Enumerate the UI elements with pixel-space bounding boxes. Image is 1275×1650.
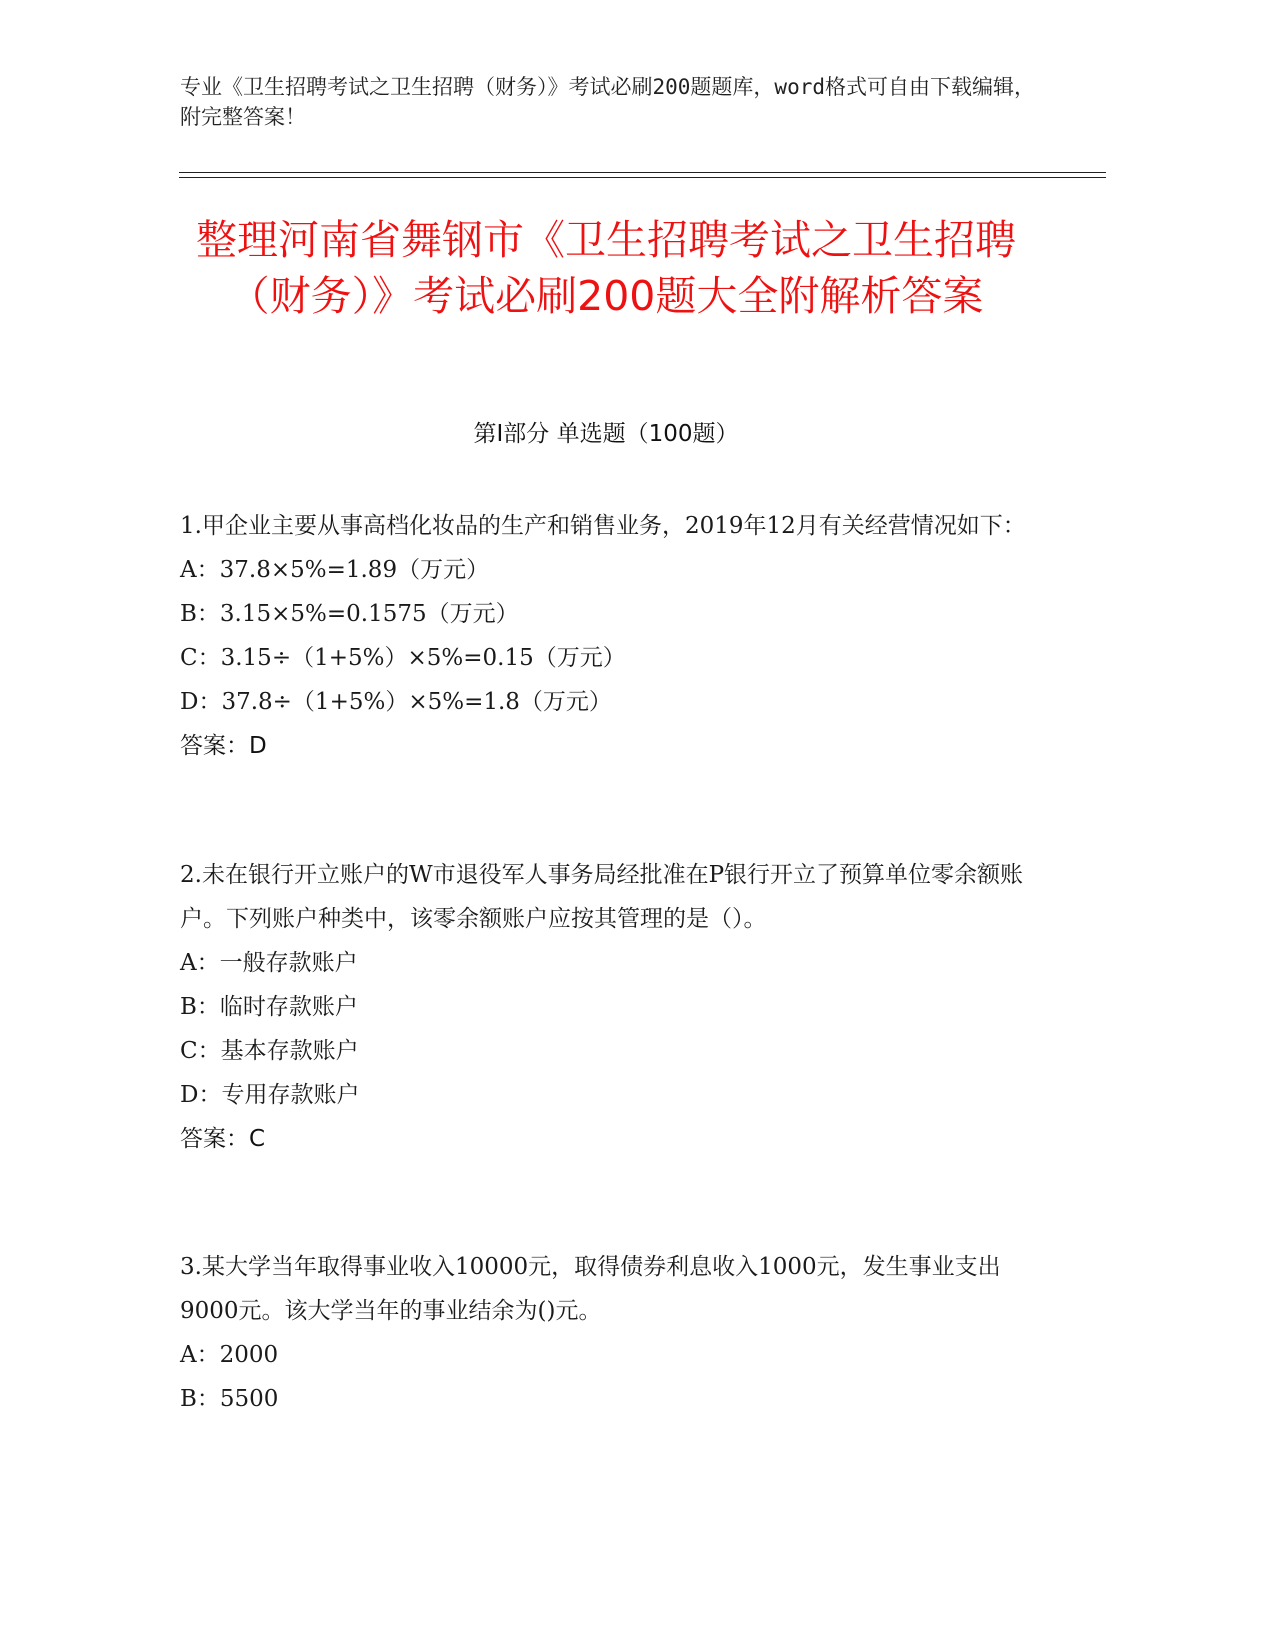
option-letter: D： — [180, 689, 222, 715]
question-2 — [180, 853, 1040, 1161]
question-stem: 1.甲企业主要从事高档化妆品的生产和销售业务，2019年12月有关经营情况如下： — [180, 513, 1026, 539]
option-text: 5500 — [219, 1386, 279, 1412]
option-d — [180, 1073, 1040, 1117]
option-letter: B： — [180, 1386, 220, 1412]
option-text: 3.15÷（1+5%）×5%=0.15（万元） — [220, 645, 626, 671]
option-text: 基本存款账户 — [220, 1038, 359, 1064]
header-divider-top — [179, 172, 1106, 173]
option-a — [180, 941, 1040, 985]
option-text: 专用存款账户 — [221, 1082, 360, 1108]
option-text: 37.8×5%=1.89（万元） — [219, 557, 490, 583]
answer-line — [180, 1117, 1040, 1161]
option-c — [180, 636, 1040, 680]
option-text: 37.8÷（1+5%）×5%=1.8（万元） — [221, 689, 612, 715]
option-letter: D： — [180, 1082, 222, 1108]
option-letter: A： — [180, 557, 220, 583]
header-divider-bottom — [179, 177, 1106, 178]
answer-label: 答案： — [180, 733, 249, 759]
option-text: 临时存款账户 — [219, 994, 358, 1020]
option-letter: C： — [180, 645, 221, 671]
answer-value: D — [249, 733, 267, 759]
option-a — [180, 1333, 1040, 1377]
option-d — [180, 680, 1040, 724]
option-text: 2000 — [219, 1342, 279, 1368]
option-letter: A： — [180, 950, 220, 976]
question-stem: 3.某大学当年取得事业收入10000元，取得债券利息收入1000元，发生事业支出9000元。该大学当年的事业结余为()元。 — [180, 1254, 1001, 1324]
question-1 — [180, 504, 1040, 768]
answer-label: 答案： — [180, 1126, 249, 1152]
option-a — [180, 548, 1040, 592]
answer-line — [180, 724, 1040, 768]
option-letter: B： — [180, 601, 220, 627]
answer-value: C — [249, 1126, 266, 1152]
document-title: 整理河南省舞钢市《卫生招聘考试之卫生招聘（财务）》考试必刷200题大全附解析答案 — [196, 216, 1016, 320]
question-3 — [180, 1245, 1040, 1421]
option-letter: C： — [180, 1038, 221, 1064]
option-text: 3.15×5%=0.1575（万元） — [219, 601, 519, 627]
option-letter: A： — [180, 1342, 220, 1368]
section-title: 第Ⅰ部分 单选题（100题） — [473, 421, 739, 447]
option-b — [180, 985, 1040, 1029]
option-letter: B： — [180, 994, 220, 1020]
header-note: 专业《卫生招聘考试之卫生招聘（财务）》考试必刷200题题库，word格式可自由下载编辑，附完整答案！ — [180, 75, 1035, 129]
question-stem: 2.未在银行开立账户的W市退役军人事务局经批准在P银行开立了预算单位零余额账户。下列账户种类中，该零余额账户应按其管理的是（）。 — [180, 862, 1024, 932]
option-b — [180, 592, 1040, 636]
option-text: 一般存款账户 — [219, 950, 358, 976]
option-c — [180, 1029, 1040, 1073]
option-b — [180, 1377, 1040, 1421]
